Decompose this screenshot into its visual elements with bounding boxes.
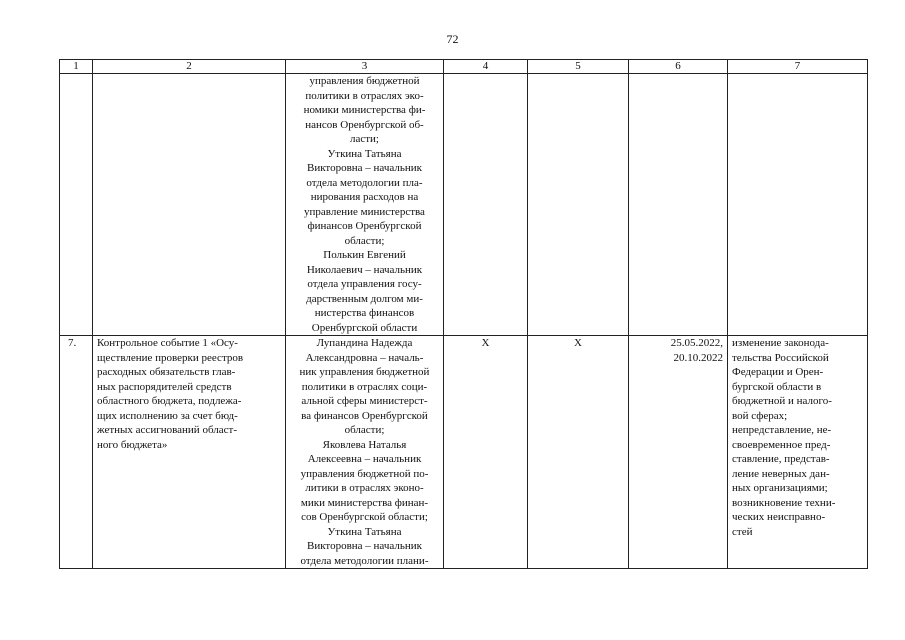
text-line: политики в отраслях соци- bbox=[301, 380, 428, 393]
event-description-cell bbox=[93, 336, 286, 569]
col4-mark: X bbox=[444, 336, 528, 569]
text-line: литики в отраслях эконо- bbox=[305, 482, 424, 494]
text-line: нансов Оренбургской об- bbox=[305, 118, 424, 131]
text-line: бюджетной и налого- bbox=[732, 395, 832, 407]
col5-mark: X bbox=[528, 336, 629, 569]
text-line: Уткина Татьяна bbox=[327, 147, 402, 160]
text-line: Николаевич – начальник bbox=[306, 263, 423, 276]
dates-cell bbox=[629, 336, 728, 569]
text-line: отдела управления госу- bbox=[307, 278, 422, 290]
text-line: управление министерства bbox=[304, 205, 425, 218]
row-number: 7. bbox=[60, 336, 93, 569]
header-col-2: 2 bbox=[93, 60, 286, 74]
responsible-persons-cell bbox=[286, 336, 444, 569]
continuation-cell-5 bbox=[528, 74, 629, 336]
text-line: ческих неисправно- bbox=[732, 511, 826, 523]
text-line: ление неверных дан- bbox=[732, 467, 830, 480]
text-line: финансов Оренбургской bbox=[307, 220, 422, 232]
text-line: политики в отраслях эко- bbox=[305, 89, 424, 102]
text-line: управления бюджетной bbox=[309, 75, 420, 87]
text-line: ставление, представ- bbox=[732, 453, 830, 465]
text-line: областного бюджета, подлежа- bbox=[97, 395, 242, 407]
text-line: ных распорядителей средств bbox=[97, 380, 232, 393]
text-line: щих исполнению за счет бюд- bbox=[97, 409, 238, 422]
document-table bbox=[59, 59, 868, 569]
text-line: области; bbox=[344, 424, 385, 436]
text-line: сов Оренбургской области; bbox=[301, 511, 428, 523]
continuation-cell-1 bbox=[60, 74, 93, 336]
header-col-7: 7 bbox=[728, 60, 868, 74]
date-line: 25.05.2022, bbox=[670, 337, 723, 349]
text-line: ник управления бюджетной bbox=[299, 366, 430, 378]
continuation-responsible-cell bbox=[286, 74, 444, 336]
text-line: Яковлева Наталья bbox=[322, 438, 407, 451]
text-line: Алексеевна – начальник bbox=[307, 453, 422, 465]
text-line: Александровна – началь- bbox=[305, 351, 424, 364]
text-line: ного бюджета» bbox=[97, 438, 168, 451]
text-line: стей bbox=[732, 525, 753, 538]
header-row bbox=[60, 60, 868, 74]
text-line: ных организациями; bbox=[732, 482, 828, 494]
text-line: ществление проверки реестров bbox=[97, 351, 244, 364]
continuation-row bbox=[60, 74, 868, 336]
risks-cell bbox=[728, 336, 868, 569]
text-line: нистерства финансов bbox=[314, 307, 415, 319]
text-line: вой сферах; bbox=[732, 409, 788, 422]
text-line: Викторовна – начальник bbox=[306, 162, 422, 174]
text-line: жетных ассигнований област- bbox=[97, 424, 237, 436]
text-line: Оренбургской области bbox=[311, 321, 418, 334]
text-line: мики министерства финан- bbox=[300, 496, 429, 509]
text-line: Полькин Евгений bbox=[323, 249, 406, 261]
header-col-6: 6 bbox=[629, 60, 728, 74]
table-row-7 bbox=[60, 336, 868, 569]
continuation-cell-6 bbox=[629, 74, 728, 336]
text-line: Федерации и Орен- bbox=[732, 366, 824, 378]
header-col-1: 1 bbox=[60, 60, 93, 74]
text-line: изменение законода- bbox=[732, 337, 829, 349]
text-line: отдела методологии плани- bbox=[300, 554, 429, 567]
text-line: Контрольное событие 1 «Осу- bbox=[97, 337, 238, 349]
text-line: ласти; bbox=[349, 133, 379, 145]
text-line: возникновение техни- bbox=[732, 496, 836, 509]
text-line: области; bbox=[344, 234, 385, 247]
text-line: альной сферы министерст- bbox=[301, 395, 428, 407]
page-number: 72 bbox=[446, 32, 459, 46]
text-line: своевременное пред- bbox=[732, 438, 831, 451]
text-line: непредставление, не- bbox=[732, 424, 832, 436]
continuation-cell-4 bbox=[444, 74, 528, 336]
header-col-3: 3 bbox=[286, 60, 444, 74]
continuation-cell-2 bbox=[93, 74, 286, 336]
text-line: Викторовна – начальник bbox=[306, 540, 422, 552]
text-line: расходных обязательств глав- bbox=[97, 366, 236, 378]
text-line: дарственным долгом ми- bbox=[306, 292, 423, 305]
continuation-cell-7 bbox=[728, 74, 868, 336]
text-line: номики министерства фи- bbox=[303, 104, 426, 116]
text-line: Лупандина Надежда bbox=[316, 337, 413, 349]
text-line: нирования расходов на bbox=[310, 191, 419, 203]
header-col-4: 4 bbox=[444, 60, 528, 74]
header-col-5: 5 bbox=[528, 60, 629, 74]
date-line: 20.10.2022 bbox=[673, 351, 723, 364]
text-line: ва финансов Оренбургской bbox=[301, 409, 428, 422]
text-line: управления бюджетной по- bbox=[300, 467, 429, 480]
text-line: отдела методологии пла- bbox=[306, 176, 423, 189]
text-line: бургской области в bbox=[732, 380, 822, 393]
text-line: Уткина Татьяна bbox=[327, 525, 402, 538]
text-line: тельства Российской bbox=[732, 351, 829, 364]
